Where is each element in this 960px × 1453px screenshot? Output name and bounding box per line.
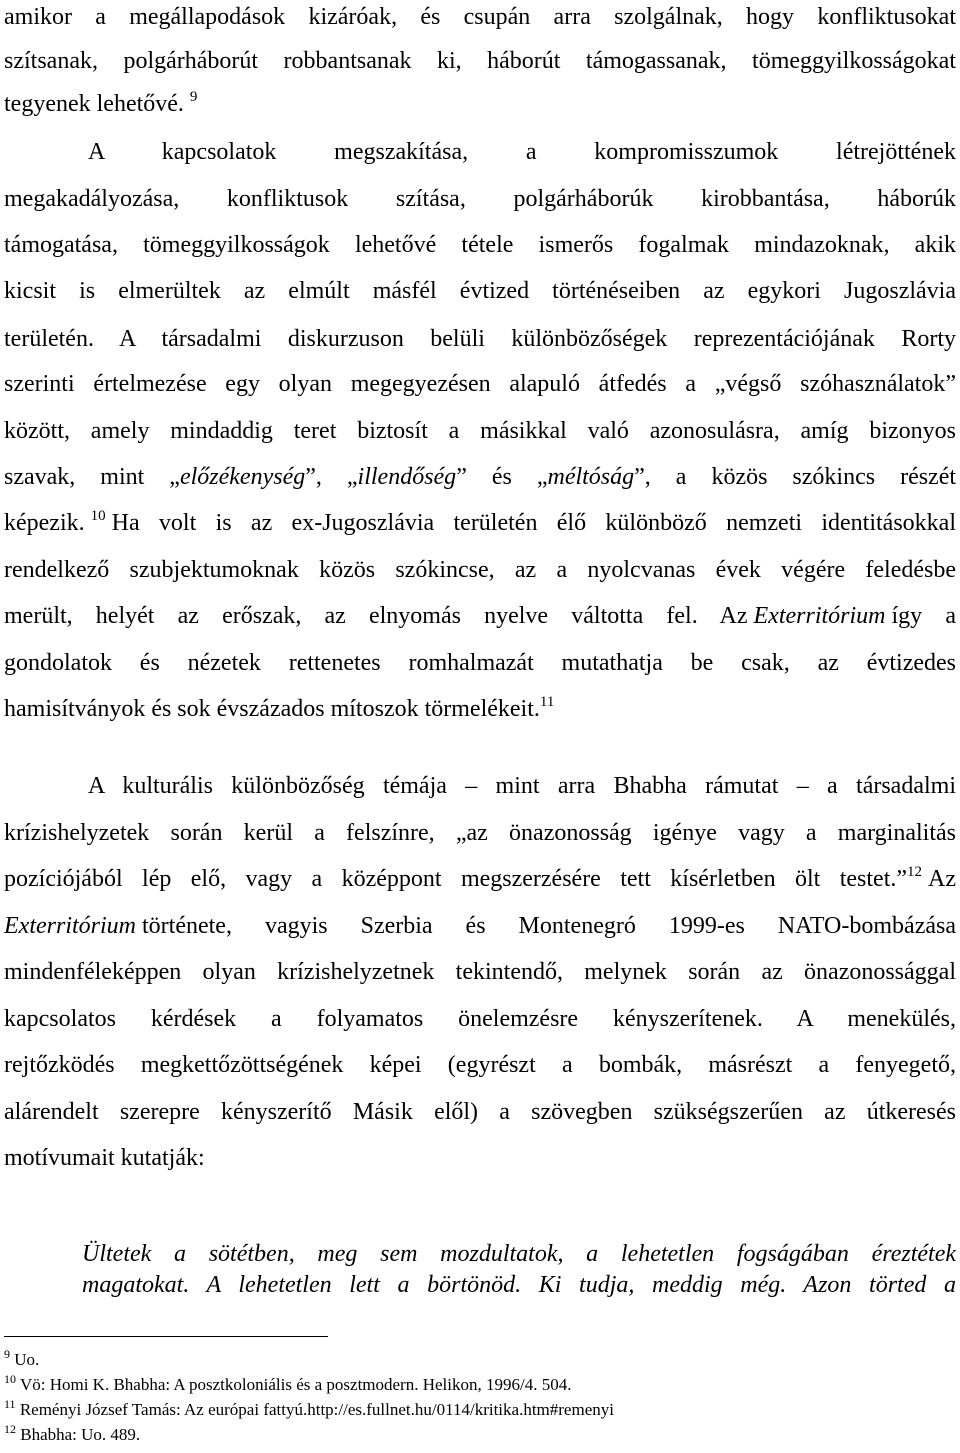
para3-line: A kulturális különbözőség témája – mint arra Bhabha rámutat – a társadalmi [88, 773, 956, 799]
footnote-ref[interactable]: 11 [539, 694, 555, 710]
footnote-number: 11 [4, 1397, 16, 1411]
text-span: pozíciójából lép elő, vagy a középpont megszerzésére tett kísérletben ölt testet.” [4, 866, 908, 892]
para3-line: mindenféleképpen olyan krízishelyzetnek tekintendő, melynek során az önazonossággal [4, 959, 956, 985]
text-span: hamisítványok és sok évszázados mítoszok törmelékeit. [4, 696, 540, 722]
para1-line: amikor a megállapodások kizáróak, és csupán arra szolgálnak, hogy konfliktusokat [4, 4, 956, 30]
para3-line [4, 864, 956, 894]
para3-line: krízishelyzetek során kerül a felszínre, „az önazonosság igénye vagy a marginalitás [4, 820, 956, 846]
footnote-number: 10 [4, 1372, 16, 1386]
text-span: képezik. [4, 510, 85, 536]
footnote-ref[interactable]: 10 [90, 508, 106, 524]
italic-title: Exterritórium [753, 603, 886, 629]
para2-line: megakadályozása, konfliktusok szítása, polgárháborúk kirobbantása, háborúk [4, 186, 956, 212]
footnote [4, 1374, 571, 1396]
footnote [4, 1399, 614, 1421]
footnote-divider [4, 1336, 328, 1337]
para2-line: területén. A társadalmi diskurzuson belüli különbözőségek reprezentációjának Rorty [4, 326, 956, 352]
para3-line: kapcsolatos kérdések a folyamatos önelemzésre kényszerítenek. A menekülés, [4, 1006, 956, 1032]
para2-line: kicsit is elmerültek az elmúlt másfél évtized történéseiben az egykori Jugoszlávia [4, 278, 956, 304]
text-span: Az [928, 866, 956, 892]
italic-title: Exterritórium [4, 913, 136, 939]
para1-text: tegyenek lehetővé. [4, 91, 184, 117]
para2-line: rendelkező szubjektumoknak közös szókincse, az a nyolcvanas évek végére feledésbe [4, 557, 956, 583]
block-quote-line: Ültetek a sötétben, meg sem mozdultatok, a lehetetlen fogságában éreztétek [82, 1241, 956, 1267]
para2-line: A kapcsolatok megszakítása, a kompromisszumok létrejöttének [88, 139, 956, 165]
text-span: ”, a közös szókincs részét [634, 464, 957, 490]
text-span: ” és „ [456, 464, 548, 490]
para2-line [4, 462, 956, 492]
text-span: ”, „ [305, 464, 358, 490]
text-span: szavak, mint „ [4, 464, 180, 490]
para2-line: gondolatok és nézetek rettenetes romhalmazát mutathatja be csak, az évtizedes [4, 650, 956, 676]
block-quote-line: magatokat. A lehetetlen lett a börtönöd. Ki tudja, meddig még. Azon törted a [82, 1272, 956, 1298]
footnote-link[interactable]: Reményi József Tamás: Az európai fattyú.http://es.fullnet.hu/0114/kritika.htm#remenyi [19, 1400, 614, 1419]
para2-line: között, amely mindaddig teret biztosít a másikkal való azonosulásra, amíg bizonyos [4, 418, 956, 444]
para2-line [4, 694, 956, 724]
footnote-number: 9 [4, 1347, 10, 1361]
italic-term: illendőség [357, 464, 457, 490]
footnote-text: Vö: Homi K. Bhabha: A posztkoloniális és a posztmodern. Helikon, 1996/4. 504. [19, 1375, 572, 1394]
para3-line [4, 911, 956, 941]
italic-term: méltóság [547, 464, 635, 490]
text-span: merült, helyét az erőszak, az elnyomás nyelve váltotta fel. Az [4, 603, 748, 629]
footnote [4, 1424, 140, 1446]
para2-line: szerinti értelmezése egy olyan megegyezésen alapuló átfedés a „végső szóhasználatok” [4, 371, 956, 397]
para2-line [4, 601, 956, 631]
footnote-ref[interactable]: 9 [189, 89, 198, 105]
footnote-text: Uo. [14, 1350, 40, 1369]
footnote-text: Bhabha: Uo. 489. [20, 1425, 141, 1444]
footnote [4, 1349, 39, 1371]
footnote-number: 12 [4, 1422, 16, 1436]
para2-line [4, 508, 956, 538]
para1-line: szítsanak, polgárháborút robbantsanak ki, háborút támogassanak, tömeggyilkosságokat [4, 48, 956, 74]
italic-term: előzékenység [179, 464, 306, 490]
para2-line: támogatása, tömeggyilkosságok lehetővé tétele ismerős fogalmak mindazoknak, akik [4, 232, 956, 258]
text-span: Ha volt is az ex-Jugoszlávia területén élő különböző nemzeti identitásokkal [111, 510, 956, 536]
para3-line: rejtőzködés megkettőzöttségének képei (egyrészt a bombák, másrészt a fenyegető, [4, 1052, 956, 1078]
para3-line: alárendelt szerepre kényszerítő Másik elől) a szövegben szükségszerűen az útkeresés [4, 1099, 956, 1125]
text-span: története, vagyis Szerbia és Montenegró 1999-es NATO-bombázása [142, 913, 956, 939]
para1-line [4, 89, 956, 119]
para3-line: motívumait kutatják: [4, 1145, 205, 1171]
footnote-ref[interactable]: 12 [907, 864, 923, 880]
text-span: így a [891, 603, 956, 629]
